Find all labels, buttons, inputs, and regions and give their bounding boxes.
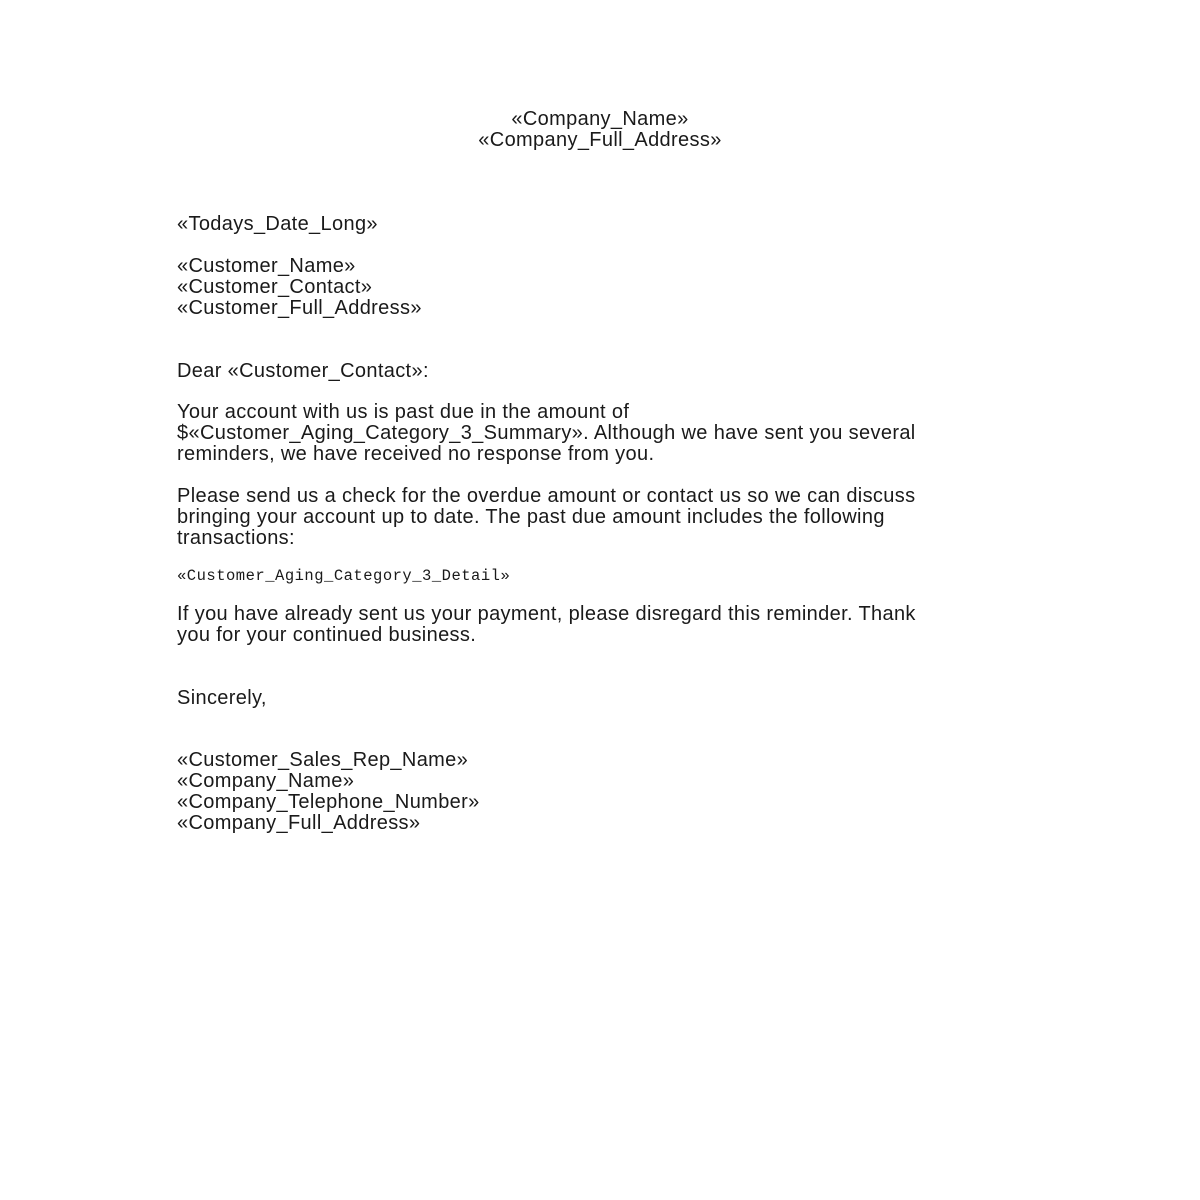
signature-company-name: «Company_Name»	[177, 770, 355, 792]
salutation	[177, 361, 1037, 382]
closing-text: Sincerely,	[177, 687, 267, 709]
signature-block	[177, 750, 1037, 834]
paragraph-2-line-2: bringing your account up to date. The past due amount includes the following	[177, 506, 885, 528]
letterhead-company-name: «Company_Name»	[511, 108, 689, 130]
signature-company-address: «Company_Full_Address»	[177, 812, 421, 834]
body-paragraph-2	[177, 486, 1037, 549]
paragraph-3-line-2: you for your continued business.	[177, 624, 477, 646]
date-field: «Todays_Date_Long»	[177, 213, 378, 235]
paragraph-1-line-1: Your account with us is past due in the amount of	[177, 401, 630, 423]
body-paragraph-1	[177, 402, 1037, 465]
recipient-name: «Customer_Name»	[177, 255, 356, 277]
closing	[177, 688, 1037, 709]
paragraph-1-line-2: $«Customer_Aging_Category_3_Summary». Although we have sent you several	[177, 422, 916, 444]
aging-detail-field: «Customer_Aging_Category_3_Detail»	[177, 567, 511, 585]
salutation-text: Dear «Customer_Contact»:	[177, 360, 429, 382]
paragraph-3-line-1: If you have already sent us your payment, please disregard this reminder. Thank	[177, 603, 916, 625]
recipient-address: «Customer_Full_Address»	[177, 297, 422, 319]
paragraph-2-line-3: transactions:	[177, 527, 295, 549]
letterhead	[0, 109, 1200, 151]
recipient-contact: «Customer_Contact»	[177, 276, 373, 298]
recipient-block	[177, 256, 1037, 319]
letter-date	[177, 214, 1037, 235]
signature-rep-name: «Customer_Sales_Rep_Name»	[177, 749, 469, 771]
letterhead-company-address: «Company_Full_Address»	[478, 129, 722, 151]
paragraph-2-line-1: Please send us a check for the overdue amount or contact us so we can discuss	[177, 485, 916, 507]
paragraph-1-line-3: reminders, we have received no response from you.	[177, 443, 655, 465]
body-paragraph-3	[177, 604, 1037, 646]
signature-company-phone: «Company_Telephone_Number»	[177, 791, 480, 813]
aging-detail	[177, 567, 1037, 585]
